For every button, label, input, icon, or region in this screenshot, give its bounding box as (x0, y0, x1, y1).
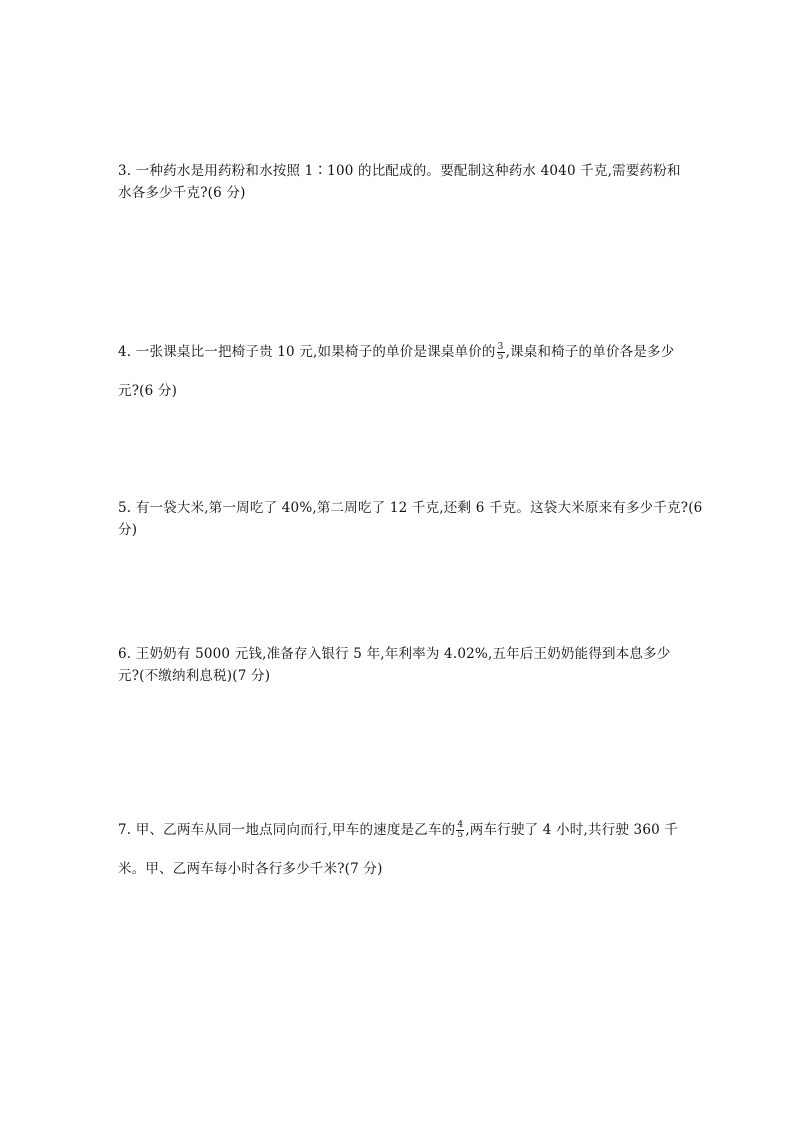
problem-4 (118, 338, 678, 402)
fraction-numerator: 4 (457, 820, 464, 830)
problem-6 (118, 643, 678, 687)
problem-6-line-1: 6. 王奶奶有 5000 元钱,准备存入银行 5 年,年利率为 4.02%,五年后王奶奶能得到本息多少 (118, 646, 671, 662)
problem-7-fraction (456, 821, 464, 840)
fraction-numerator: 3 (497, 342, 504, 352)
problem-7 (118, 816, 678, 880)
problem-7-text-after-fraction: ,两车行驶了 4 小时,共行驶 360 千 (465, 822, 679, 838)
problem-7-text-before-fraction: 7. 甲、乙两车从同一地点同向而行,甲车的速度是乙车的 (118, 822, 456, 838)
problem-6-line-2: 元?(不缴纳利息税)(7 分) (118, 668, 271, 684)
fraction-denominator: 5 (457, 830, 464, 840)
problem-4-text-before-fraction: 4. 一张课桌比一把椅子贵 10 元,如果椅子的单价是课桌单价的 (118, 344, 496, 360)
problem-4-text-after-fraction: ,课桌和椅子的单价各是多少 (505, 344, 675, 360)
problem-3-line-2: 水各多少千克?(6 分) (118, 185, 246, 201)
problem-5 (118, 497, 703, 541)
problem-7-line-2: 米。甲、乙两车每小时各行多少千米?(7 分) (118, 861, 383, 877)
problem-4-line-2: 元?(6 分) (118, 383, 178, 399)
problem-4-line-1 (118, 338, 678, 366)
fraction-denominator: 5 (497, 352, 504, 362)
problem-3-line-1: 3. 一种药水是用药粉和水按照 1∶100 的比配成的。要配制这种药水 4040 千克,需要药粉和 (118, 163, 681, 179)
problem-4-fraction (497, 343, 505, 362)
problem-3 (118, 160, 681, 204)
problem-7-line-1 (118, 816, 678, 844)
problem-5-line-1: 5. 有一袋大米,第一周吃了 40%,第二周吃了 12 千克,还剩 6 千克。这袋大米原来有多少千克?(6 (118, 500, 703, 516)
problem-5-line-2: 分) (118, 522, 138, 538)
